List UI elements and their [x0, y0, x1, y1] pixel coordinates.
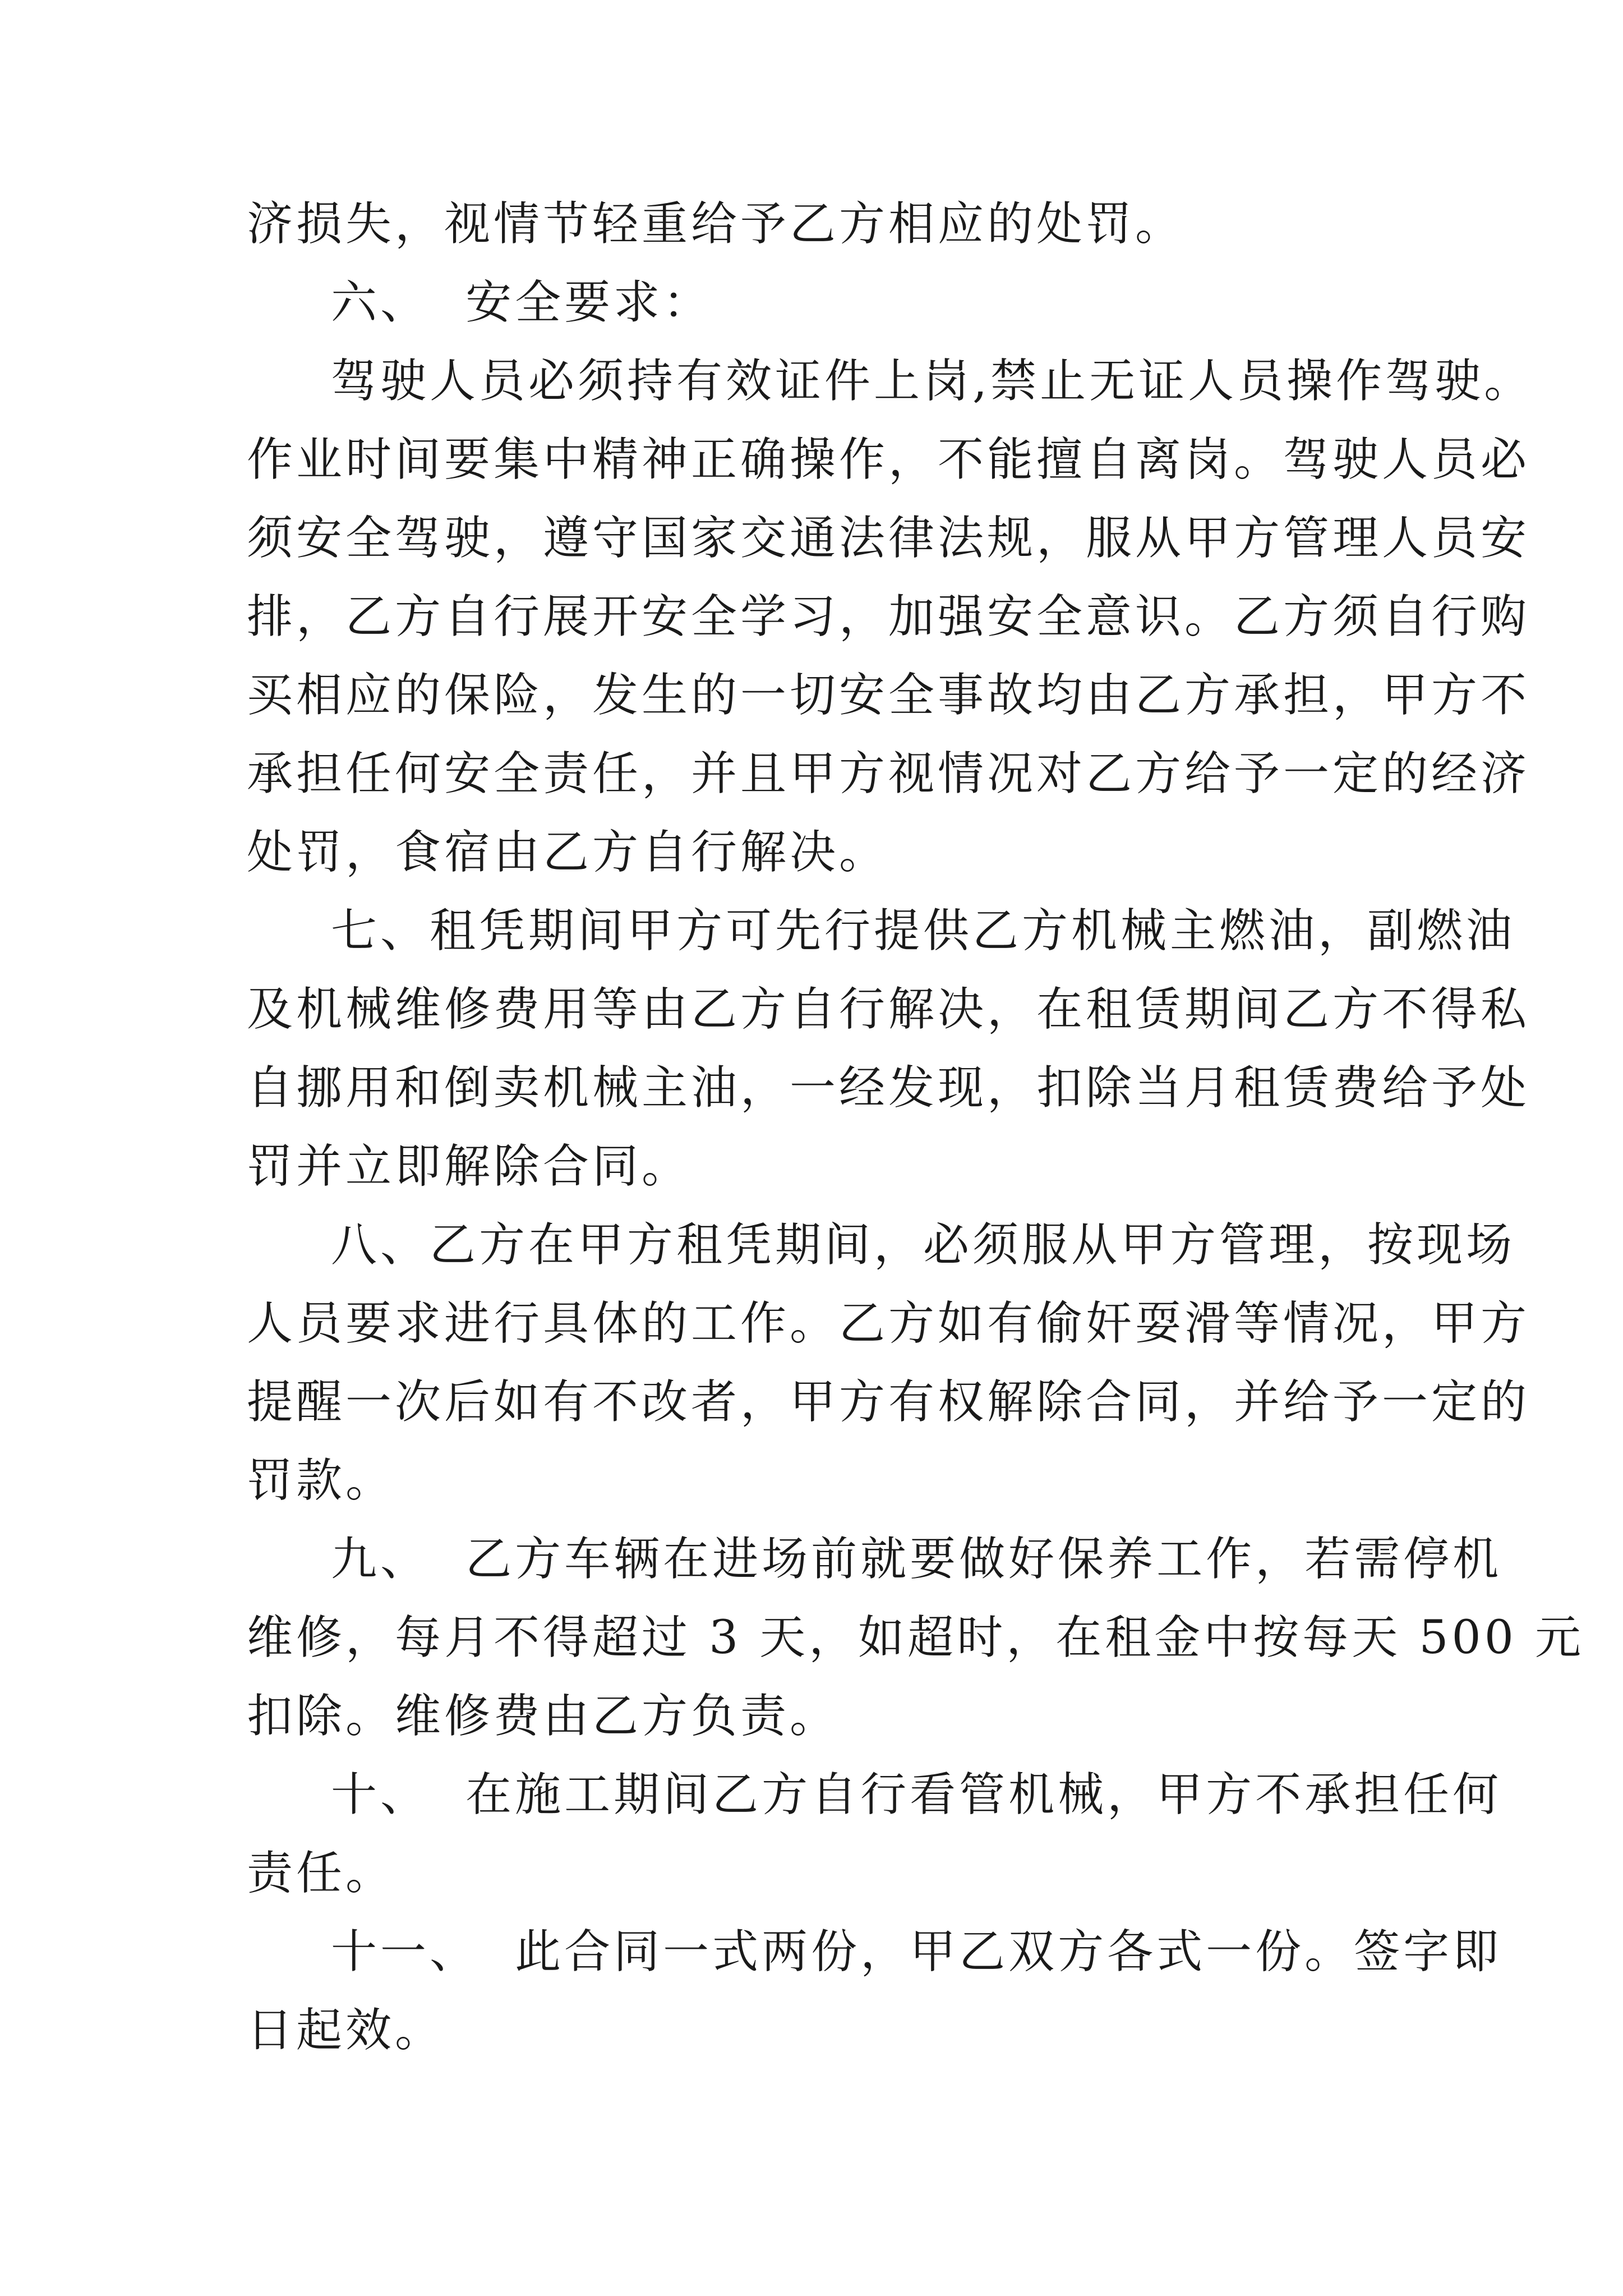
text-line: 罚并立即解除合同。 — [247, 1140, 691, 1193]
text-line: 济损失，视情节轻重给予乙方相应的处罚。 — [247, 197, 1185, 251]
text-line: 人员要求进行具体的工作。乙方如有偷奸耍滑等情况，甲方 — [247, 1297, 1530, 1350]
text-line: 及机械维修费用等由乙方自行解决，在租赁期间乙方不得私 — [247, 983, 1530, 1036]
text-line: 买相应的保险，发生的一切安全事故均由乙方承担，甲方不 — [247, 669, 1530, 722]
clause-ten: 十、 在施工期间乙方自行看管机械，甲方不承担任何 — [331, 1768, 1502, 1821]
section-heading-safety: 六、 安全要求： — [331, 276, 713, 329]
text-line: 扣除。维修费由乙方负责。 — [247, 1690, 840, 1743]
text-line: 承担任何安全责任，并且甲方视情况对乙方给予一定的经济 — [247, 747, 1530, 800]
text-line: 日起效。 — [247, 2004, 445, 2057]
text-line: 罚款。 — [247, 1454, 395, 1507]
clause-nine: 九、 乙方车辆在进场前就要做好保养工作，若需停机 — [331, 1533, 1502, 1586]
text-line: 提醒一次后如有不改者，甲方有权解除合同，并给予一定的 — [247, 1375, 1530, 1429]
text-line: 处罚，食宿由乙方自行解决。 — [247, 826, 889, 879]
text-line: 驾驶人员必须持有效证件上岗,禁止无证人员操作驾驶。 — [331, 355, 1534, 408]
text-line: 维修，每月不得超过 3 天，如超时，在租金中按每天 500 元 — [247, 1611, 1584, 1664]
clause-seven: 七、租凭期间甲方可先行提供乙方机械主燃油，副燃油 — [331, 904, 1516, 958]
text-line: 作业时间要集中精神正确操作，不能擅自离岗。驾驶人员必 — [247, 433, 1530, 486]
text-line: 责任。 — [247, 1847, 395, 1900]
clause-eight: 八、乙方在甲方租凭期间，必须服从甲方管理，按现场 — [331, 1218, 1516, 1272]
text-line: 须安全驾驶，遵守国家交通法律法规，服从甲方管理人员安 — [247, 512, 1530, 565]
text-line: 自挪用和倒卖机械主油，一经发现，扣除当月租赁费给予处 — [247, 1061, 1530, 1115]
clause-eleven: 十一、 此合同一式两份，甲乙双方各式一份。签字即 — [331, 1925, 1502, 1978]
text-line: 排，乙方自行展开安全学习，加强安全意识。乙方须自行购 — [247, 590, 1530, 643]
document-body — [247, 185, 1584, 2070]
